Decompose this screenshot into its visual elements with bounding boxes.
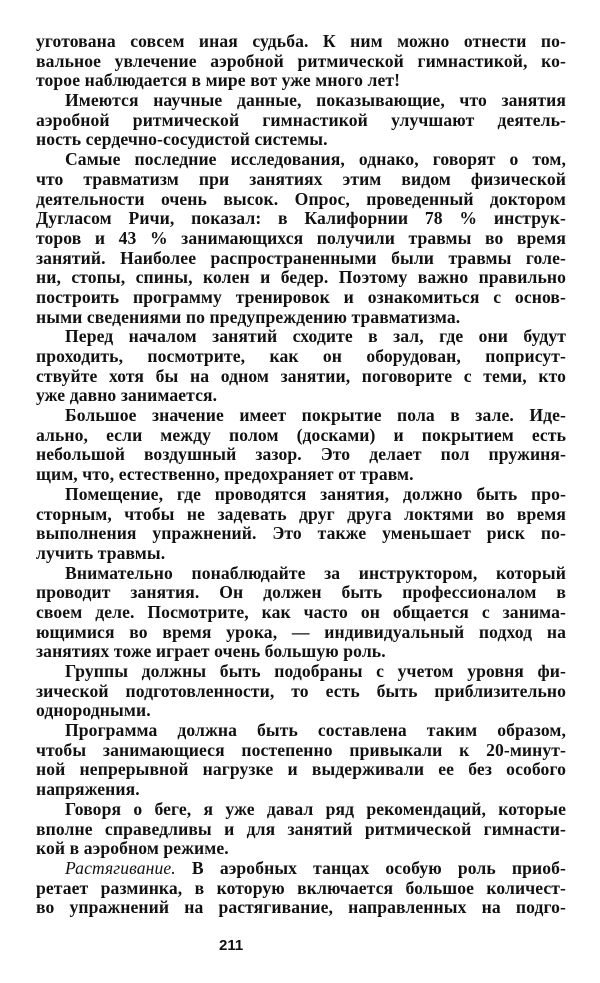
text-line: Самые последние исследования, однако, говорят о том, — [65, 149, 566, 170]
paragraph-1 — [36, 32, 566, 91]
text-line: вальное увлечение аэробной ритмической гимнастикой, ко- — [36, 50, 566, 71]
text-line: ально, если между полом (досками) и покрытием есть — [36, 424, 566, 445]
text-line: Группы должны быть подобраны с учетом уровня фи- — [65, 661, 566, 681]
text-line: занятиях тоже играет очень большую роль. — [36, 641, 386, 662]
text-line: своем деле. Посмотрите, как часто он общается с занима- — [36, 601, 566, 622]
text-line: ной непрерывной нагрузке и выдерживали ее без особого — [36, 759, 566, 780]
text-line: вполне справедливы и для занятий ритмической гимнасти- — [36, 818, 566, 839]
paragraph-11 — [36, 859, 566, 918]
text-line: построить программу тренировок и ознакомиться с основ- — [36, 286, 566, 307]
text-line: деятельности очень высок. Опрос, проведенный доктором — [36, 188, 566, 209]
page-number: 211 — [219, 937, 244, 954]
text-run: В аэробных танцах особую роль приоб- — [175, 857, 566, 878]
text-line — [36, 859, 566, 879]
text-line: что травматизм при занятиях этим видом физической — [36, 168, 566, 189]
paragraph-4 — [36, 327, 566, 406]
text-line: Программа должна быть составлена таким образом, — [65, 720, 566, 741]
paragraph-7 — [36, 564, 566, 662]
text-line: чтобы занимающиеся постепенно привыкали к 20-минут- — [36, 739, 566, 760]
text-line: занятий. Наиболее распространенными были травмы голе- — [36, 247, 566, 268]
text-line: Помещение, где проводятся занятия, должно быть про- — [65, 483, 566, 504]
text-line: Дугласом Ричи, показал: в Калифорнии 78 % инструк- — [36, 208, 566, 229]
text-line: щим, что, естественно, предохраняет от травм. — [36, 464, 414, 485]
book-page-text — [36, 32, 566, 918]
text-line: Большое значение имеет покрытие пола в зале. Иде- — [65, 405, 566, 426]
paragraph-10 — [36, 800, 566, 859]
text-line: ющимися во время урока, — индивидуальный подход на — [36, 621, 566, 642]
text-line: выполнения упражнений. Это также уменьшает риск по- — [36, 523, 566, 544]
text-line: Имеются научные данные, показывающие, что занятия — [65, 90, 566, 111]
text-line: проводит занятия. Он должен быть профессионалом в — [36, 582, 566, 603]
paragraph-2 — [36, 91, 566, 150]
paragraph-8 — [36, 662, 566, 721]
text-line: торое наблюдается в мире вот уже много лет! — [36, 70, 401, 91]
text-line: проходить, посмотрите, как он оборудован, поприсут- — [36, 346, 566, 366]
text-line: ни, стопы, спины, колен и бедер. Поэтому важно правильно — [36, 267, 566, 288]
text-line: однородными. — [36, 700, 151, 721]
text-line: ретает разминка, в которую включается большое количест- — [36, 877, 566, 898]
text-line: Внимательно понаблюдайте за инструктором, который — [65, 562, 566, 583]
text-line: торов и 43 % занимающихся получили травмы во время — [36, 227, 566, 248]
text-line: уготована совсем иная судьба. К ним можно отнести по- — [36, 31, 566, 51]
text-line: уже давно занимается. — [36, 385, 218, 406]
text-line: Перед началом занятий сходите в зал, где они будут — [65, 326, 566, 347]
paragraph-9 — [36, 721, 566, 800]
text-line: ствуйте хотя бы на одном занятии, поговорите с теми, кто — [36, 365, 566, 386]
text-line: сторным, чтобы не задевать друг друга локтями во время — [36, 503, 566, 524]
text-line: лучить травмы. — [36, 542, 166, 563]
text-line: ность сердечно-сосудистой системы. — [36, 129, 328, 150]
paragraph-6 — [36, 485, 566, 564]
text-line: Говоря о беге, я уже давал ряд рекомендаций, которые — [65, 798, 566, 819]
text-line: зической подготовленности, то есть быть приблизительно — [36, 680, 566, 701]
text-line: во упражнений на растягивание, направленных на подго- — [36, 897, 566, 918]
text-line: небольшой воздушный зазор. Это делает пол пружиня- — [36, 444, 566, 465]
paragraph-3 — [36, 150, 566, 327]
text-line: напряжения. — [36, 779, 140, 800]
italic-run-in-heading: Растягивание. — [65, 857, 176, 878]
text-line: кой в аэробном режиме. — [36, 838, 229, 859]
paragraph-5 — [36, 406, 566, 485]
text-line: аэробной ритмической гимнастикой улучшают деятель- — [36, 109, 566, 130]
text-line: ными сведениями по предупреждению травматизма. — [36, 306, 461, 327]
